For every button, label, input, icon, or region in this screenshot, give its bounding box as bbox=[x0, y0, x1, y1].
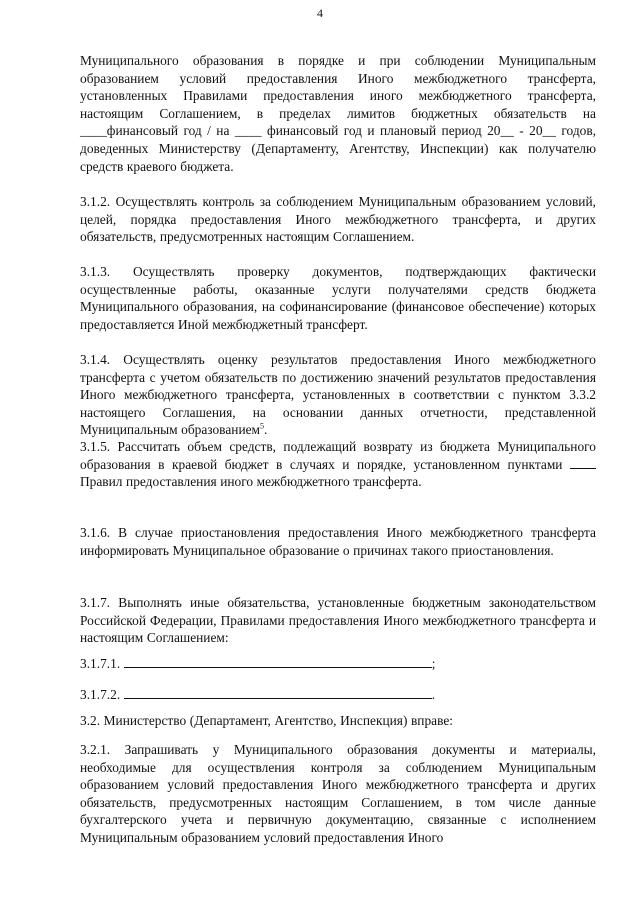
item-3-1-7-1-label: 3.1.7.1. bbox=[80, 656, 121, 671]
paragraph-3-1-6: 3.1.6. В случае приостановления предоставления Иного межбюджетного трансферта информировать Муниципальное образование о причинах такого приостановления. bbox=[80, 525, 596, 558]
blank-line-3-1-7-2 bbox=[124, 686, 432, 699]
page-number: 4 bbox=[317, 6, 323, 20]
paragraph-3-1-4-text: 3.1.4. Осуществлять оценку результатов предоставления Иного межбюджетного трансферта с учетом обязательств по достижению значений результатов предоставления Иного межбюджетного трансферта, установленных в соответствии с пунктом 3.3.2 настоящего Соглашения, на основании данных отчетности, представленной Муниципальным образованием bbox=[80, 352, 596, 438]
paragraph-3-1-7-1 bbox=[80, 655, 596, 673]
paragraph-3-1-4-end: . bbox=[264, 422, 268, 438]
paragraph-3-1-7: 3.1.7. Выполнять иные обязательства, установленные бюджетным законодательством Российской Федерации, Правилами предоставления Иного межбюджетного трансферта и настоящим Соглашением: bbox=[80, 595, 596, 646]
item-3-1-7-2-end: . bbox=[431, 687, 436, 702]
blank-line-3-1-7-1 bbox=[124, 655, 432, 668]
paragraph-continuation: Муниципального образования в порядке и при соблюдении Муниципальным образованием условий предоставления Иного межбюджетного трансферта, установленных Правилами предоставления иного межбюджетного трансферта, настоящим Соглашением, в пределах лимитов бюджетных обязательств на ____финансовый год / на ____ финансовый год и плановый период 20__ - 20__ годов, доведенных Министерству (Департаменту, Агентству, Инспекции) как получателю средств краевого бюджета. bbox=[80, 53, 596, 174]
blank-line-points bbox=[570, 456, 596, 469]
paragraph-3-1-5 bbox=[80, 438, 596, 491]
paragraph-3-1-2: 3.1.2. Осуществлять контроль за соблюдением Муниципальным образованием условий, целей, порядка предоставления Иного межбюджетного трансферта, и других обязательств, предусмотренных настоящим Соглашением. bbox=[80, 194, 596, 245]
paragraph-3-2: 3.2. Министерство (Департамент, Агентство, Инспекция) вправе: bbox=[80, 713, 454, 728]
paragraph-3-1-3: 3.1.3. Осуществлять проверку документов, подтверждающих фактически осуществленные работы, оказанные услуги получателями средств бюджета Муниципального образования, на софинансирование (финансовое обеспечение) которых предоставляется Иной межбюджетный трансферт. bbox=[80, 264, 596, 332]
item-3-1-7-1-end: ; bbox=[431, 656, 436, 671]
item-3-1-7-2-label: 3.1.7.2. bbox=[80, 687, 121, 702]
paragraph-3-1-5-start: 3.1.5. Рассчитать объем средств, подлежащий возврату из бюджета Муниципального образования в краевой бюджет в случаях и порядке, установленном пунктами bbox=[80, 439, 596, 472]
footnote-marker: 5 bbox=[260, 421, 265, 431]
paragraph-3-1-4 bbox=[80, 351, 596, 439]
paragraph-3-2-1: 3.2.1. Запрашивать у Муниципального образования документы и материалы, необходимые для осуществления контроля за соблюдением Муниципальным образованием условий предоставления Иного межбюджетного трансферта и других обязательств, предусмотренных настоящим Соглашением, в том числе данные бухгалтерского учета и первичную документацию, связанные с исполнением Муниципальным образованием условий предоставления Иного bbox=[80, 742, 596, 845]
paragraph-3-1-5-end: Правил предоставления иного межбюджетного трансферта. bbox=[80, 474, 422, 490]
paragraph-3-1-7-2 bbox=[80, 686, 596, 704]
